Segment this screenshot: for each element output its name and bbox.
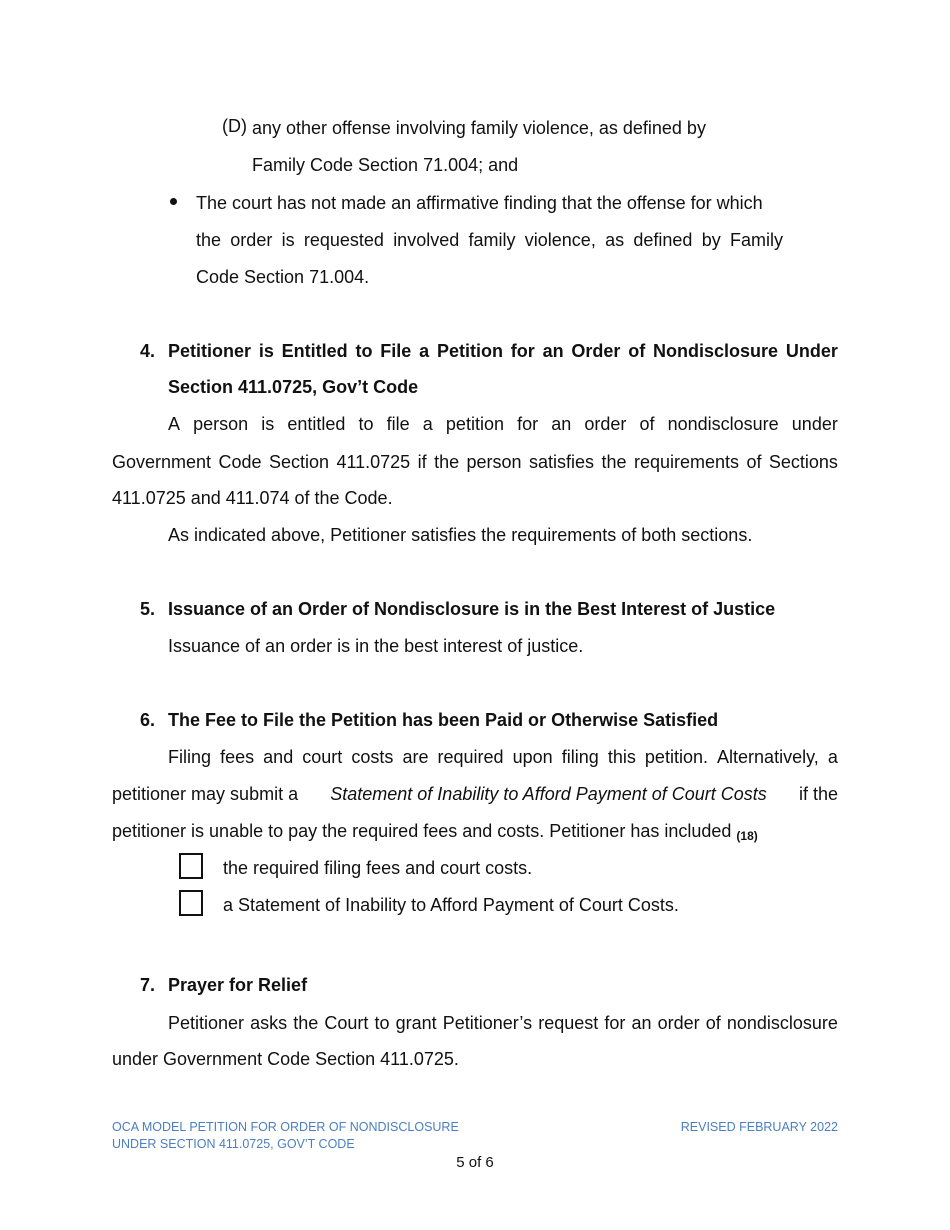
section6-para-line2-italic: Statement of Inability to Afford Payment of Court Costs xyxy=(330,784,767,804)
fees-paid-label: the required filing fees and court costs. xyxy=(223,858,533,878)
footer-left-line1: OCA MODEL PETITION FOR ORDER OF NONDISCLOSURE xyxy=(112,1120,459,1134)
item-d-marker: (D) xyxy=(222,116,247,136)
section6-heading: The Fee to File the Petition has been Paid or Otherwise Satisfied xyxy=(168,710,719,730)
section4-heading-line2: Section 411.0725, Gov’t Code xyxy=(168,377,419,397)
section7-heading: Prayer for Relief xyxy=(168,975,308,995)
bullet-line2: the order is requested involved family violence, as defined by Family xyxy=(196,230,783,250)
section4-para1-line3: 411.0725 and 411.074 of the Code. xyxy=(112,488,393,508)
section4-para1-line1: A person is entitled to file a petition for an order of nondisclosure under xyxy=(168,414,838,434)
footnote-ref: (18) xyxy=(736,829,758,843)
section6-para-line2-pre: petitioner may submit a xyxy=(112,784,299,804)
section6-para-line1: Filing fees and court costs are required upon filing this petition. Alternatively, a xyxy=(168,747,838,767)
section4-number: 4. xyxy=(140,341,156,361)
section6-para-line3: petitioner is unable to pay the required fees and costs. Petitioner has included $_{(18)}$ xyxy=(112,821,758,843)
page-number: 5 of 6 xyxy=(456,1154,494,1171)
section6-para-line2 xyxy=(112,782,838,806)
item-d-line1: any other offense involving family violence, as defined by xyxy=(252,118,706,138)
bullet-line1: The court has not made an affirmative finding that the offense for which xyxy=(196,193,763,213)
section7-number: 7. xyxy=(140,975,156,995)
section6-number: 6. xyxy=(140,710,156,730)
section6-para-line2-post: if the xyxy=(798,784,838,804)
inability-statement-checkbox[interactable] xyxy=(179,890,203,916)
bullet-line3: Code Section 71.004. xyxy=(196,267,370,287)
section7-para-line1: Petitioner asks the Court to grant Petitioner’s request for an order of nondisclosure xyxy=(168,1013,838,1033)
section4-para2: As indicated above, Petitioner satisfies the requirements of both sections. xyxy=(168,525,753,545)
item-d-line2: Family Code Section 71.004; and xyxy=(252,155,519,175)
section4-para1-line2: Government Code Section 411.0725 if the person satisfies the requirements of Sections xyxy=(112,452,838,472)
section7-para-line2: under Government Code Section 411.0725. xyxy=(112,1049,459,1069)
footer-left-line2: UNDER SECTION 411.0725, GOV’T CODE xyxy=(112,1137,355,1151)
section5-para: Issuance of an order is in the best interest of justice. xyxy=(168,636,584,656)
footer-revised: REVISED FEBRUARY 2022 xyxy=(680,1120,838,1134)
inability-statement-label: a Statement of Inability to Afford Payment of Court Costs. xyxy=(223,895,679,915)
section4-heading-line1: Petitioner is Entitled to File a Petition for an Order of Nondisclosure Under xyxy=(168,341,838,361)
fees-paid-checkbox[interactable] xyxy=(179,853,203,879)
section5-number: 5. xyxy=(140,599,156,619)
section5-heading: Issuance of an Order of Nondisclosure is in the Best Interest of Justice xyxy=(168,599,776,619)
bullet-dot xyxy=(170,198,177,205)
